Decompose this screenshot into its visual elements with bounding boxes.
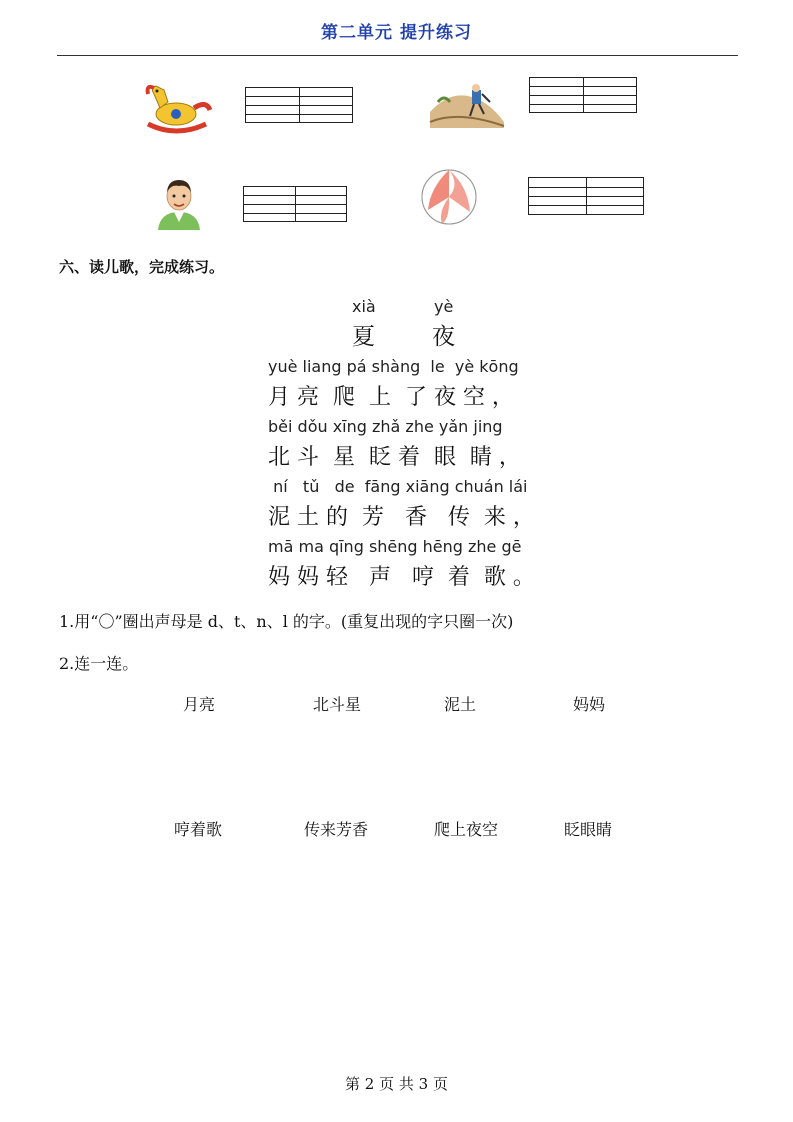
writing-grid-2[interactable]: [529, 77, 637, 113]
match-bottom-word-4[interactable]: 眨眼睛: [564, 820, 613, 839]
beach-ball-picture: [420, 168, 478, 226]
poem-line-4-text: 妈 妈 轻 声 哼 着 歌 。: [268, 565, 535, 590]
poem-title-char-2: 夜: [432, 324, 455, 350]
writing-grid-4[interactable]: [528, 177, 644, 215]
match-bottom-word-2[interactable]: 传来芳香: [304, 820, 369, 839]
header-divider: [57, 55, 738, 56]
match-top-word-2[interactable]: 北斗星: [313, 695, 362, 714]
rocking-horse-picture: [140, 80, 212, 136]
question-2: 2.连一连。: [59, 654, 139, 673]
poem-line-4-pinyin: mā ma qīng shēng hēng zhe gē: [268, 537, 522, 556]
poem-title-pinyin-1: xià: [352, 297, 376, 316]
poem-line-2-text: 北 斗 星 眨 着 眼 睛 ，: [268, 445, 521, 470]
poem-line-3-pinyin: ní tǔ de fāng xiāng chuán lái: [268, 477, 528, 496]
page-header-title: 第二单元 提升练习: [321, 23, 472, 43]
poem-title-char-1: 夏: [352, 324, 375, 350]
match-top-word-1[interactable]: 月亮: [183, 695, 216, 714]
match-bottom-word-3[interactable]: 爬上夜空: [434, 820, 499, 839]
poem-title-pinyin-2: yè: [434, 297, 454, 316]
writing-grid-3[interactable]: [243, 186, 347, 222]
question-1: 1.用“〇”圈出声母是 d、t、n、l 的字。(重复出现的字只圈一次): [59, 612, 514, 631]
poem-line-1-pinyin: yuè liang pá shàng le yè kōng: [268, 357, 519, 376]
match-top-word-3[interactable]: 泥土: [444, 695, 477, 714]
poem-line-3-text: 泥 土 的 芳 香 传 来 ，: [268, 505, 535, 530]
mountain-climber-picture: [428, 82, 506, 128]
page-footer: 第 2 页 共 3 页: [345, 1075, 448, 1093]
match-top-word-4[interactable]: 妈妈: [573, 695, 606, 714]
poem-line-1-text: 月 亮 爬 上 了 夜 空 ，: [268, 385, 514, 410]
match-bottom-word-1[interactable]: 哼着歌: [174, 820, 223, 839]
man-portrait-picture: [154, 174, 204, 230]
section-six-title: 六、读儿歌，完成练习。: [59, 258, 225, 276]
poem-line-2-pinyin: běi dǒu xīng zhǎ zhe yǎn jing: [268, 417, 503, 436]
writing-grid-1[interactable]: [245, 87, 353, 123]
